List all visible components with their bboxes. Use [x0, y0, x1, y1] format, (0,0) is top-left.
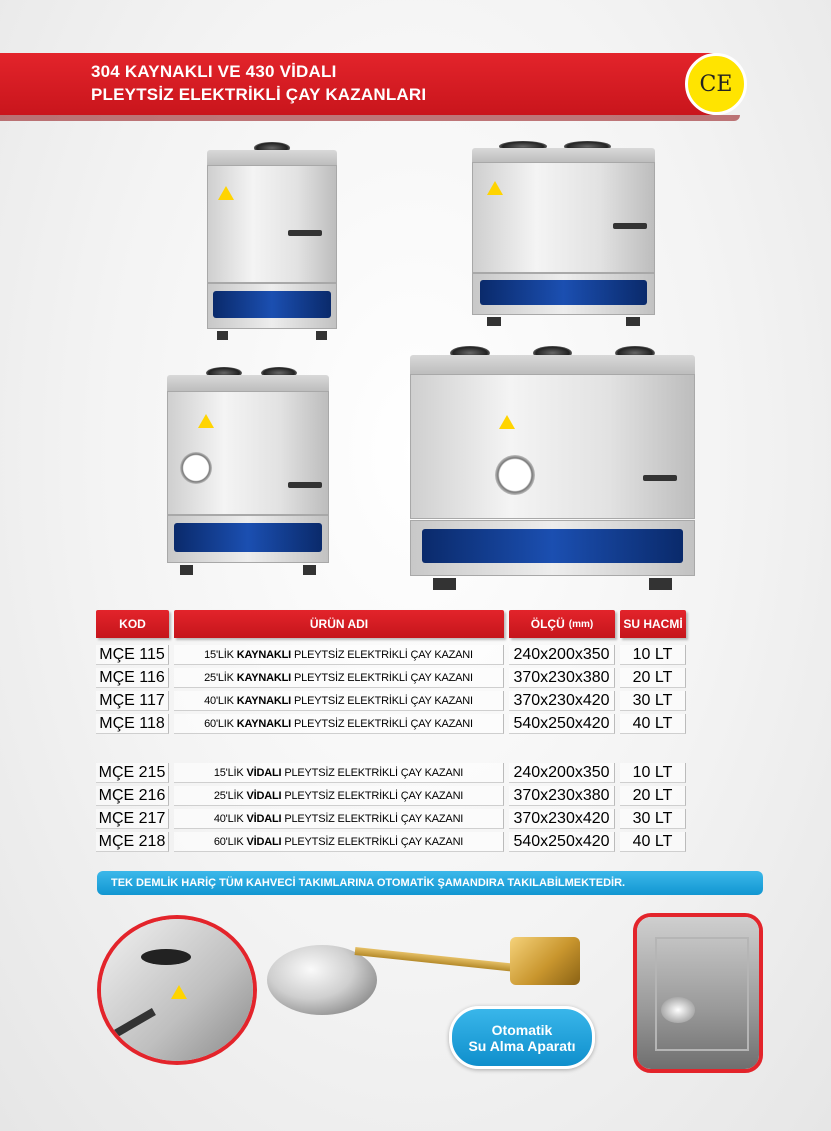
cell-urun-adi [174, 763, 504, 783]
product-image-60lt [410, 355, 695, 590]
product-name-suffix: PLEYTSİZ ELEKTRİKLİ ÇAY KAZANI [284, 789, 464, 802]
product-type: KAYNAKLI [236, 694, 292, 707]
tap-icon [613, 223, 647, 229]
cell-olcu: 370x230x420 [509, 809, 615, 829]
product-type: VİDALI [246, 789, 282, 802]
cell-olcu: 370x230x420 [509, 691, 615, 711]
product-type: KAYNAKLI [236, 671, 292, 684]
cell-urun-adi [174, 714, 504, 734]
product-name-suffix: PLEYTSİZ ELEKTRİKLİ ÇAY KAZANI [284, 766, 464, 779]
olcu-label: ÖLÇÜ [530, 617, 565, 631]
olcu-unit: (mm) [568, 618, 594, 630]
detail-photo-tap [97, 915, 257, 1065]
ce-mark-badge: CE [685, 53, 747, 115]
float-label-badge [449, 1006, 595, 1069]
cell-urun-adi [174, 691, 504, 711]
table-header-su-hacmi: SU HACMİ [620, 610, 686, 638]
thermometer-gauge-icon [495, 455, 535, 495]
cell-su-hacmi: 20 LT [620, 786, 686, 806]
warning-icon [218, 186, 234, 200]
product-name-suffix: PLEYTSİZ ELEKTRİKLİ ÇAY KAZANI [294, 671, 473, 684]
product-size-prefix: 40'LIK [213, 812, 244, 825]
cell-olcu: 540x250x420 [509, 832, 615, 852]
product-type: VİDALI [246, 835, 282, 848]
cell-urun-adi [174, 668, 504, 688]
product-size-prefix: 15'LİK [213, 766, 244, 779]
product-name-suffix: PLEYTSİZ ELEKTRİKLİ ÇAY KAZANI [284, 835, 464, 848]
cell-su-hacmi: 30 LT [620, 691, 686, 711]
cell-olcu: 370x230x380 [509, 668, 615, 688]
product-size-prefix: 60'LIK [213, 835, 244, 848]
cell-kod: MÇE 215 [96, 763, 169, 783]
cell-urun-adi [174, 832, 504, 852]
warning-icon [198, 414, 214, 428]
cell-olcu: 370x230x380 [509, 786, 615, 806]
product-size-prefix: 60'LIK [204, 717, 234, 730]
product-image-40lt [167, 375, 329, 575]
cell-su-hacmi: 40 LT [620, 832, 686, 852]
cell-su-hacmi: 10 LT [620, 645, 686, 665]
cell-kod: MÇE 216 [96, 786, 169, 806]
product-name-suffix: PLEYTSİZ ELEKTRİKLİ ÇAY KAZANI [284, 812, 464, 825]
cell-urun-adi [174, 809, 504, 829]
brass-valve-icon [510, 937, 580, 985]
cell-olcu: 540x250x420 [509, 714, 615, 734]
float-label-line2: Su Alma Aparatı [468, 1037, 576, 1054]
warning-icon [171, 985, 187, 999]
cell-urun-adi [174, 786, 504, 806]
page-title-line1: 304 KAYNAKLI VE 430 VİDALI [91, 62, 337, 81]
product-type: KAYNAKLI [236, 648, 292, 661]
cell-su-hacmi: 10 LT [620, 763, 686, 783]
tap-icon [288, 482, 322, 488]
cell-kod: MÇE 118 [96, 714, 169, 734]
table-header-kod: KOD [96, 610, 169, 638]
product-size-prefix: 25'LİK [213, 789, 244, 802]
table-header-urun-adi: ÜRÜN ADI [174, 610, 504, 638]
float-label-line1: Otomatik [491, 1021, 553, 1038]
cell-su-hacmi: 30 LT [620, 809, 686, 829]
warning-icon [487, 181, 503, 195]
product-image-25lt [472, 148, 655, 326]
detail-photo-interior [633, 913, 763, 1073]
header-banner [0, 53, 740, 115]
cell-su-hacmi: 40 LT [620, 714, 686, 734]
warning-icon [499, 415, 515, 429]
cell-kod: MÇE 115 [96, 645, 169, 665]
cell-olcu: 240x200x350 [509, 645, 615, 665]
thermometer-gauge-icon [180, 452, 212, 484]
product-image-15lt [207, 150, 337, 340]
table-header-olcu [509, 610, 615, 638]
product-name-suffix: PLEYTSİZ ELEKTRİKLİ ÇAY KAZANI [294, 717, 473, 730]
cell-su-hacmi: 20 LT [620, 668, 686, 688]
cell-kod: MÇE 117 [96, 691, 169, 711]
cell-kod: MÇE 116 [96, 668, 169, 688]
product-name-suffix: PLEYTSİZ ELEKTRİKLİ ÇAY KAZANI [294, 648, 473, 661]
cell-olcu: 240x200x350 [509, 763, 615, 783]
page-title-line2: PLEYTSİZ ELEKTRİKLİ ÇAY KAZANLARI [91, 85, 427, 104]
cell-kod: MÇE 218 [96, 832, 169, 852]
product-type: KAYNAKLI [236, 717, 292, 730]
product-size-prefix: 25'LİK [204, 671, 234, 684]
product-size-prefix: 40'LIK [204, 694, 234, 707]
product-name-suffix: PLEYTSİZ ELEKTRİKLİ ÇAY KAZANI [294, 694, 473, 707]
cell-urun-adi [174, 645, 504, 665]
product-type: VİDALI [246, 766, 282, 779]
info-bar: TEK DEMLİK HARİÇ TÜM KAHVECİ TAKIMLARINA OTOMATİK ŞAMANDIRA TAKILABİLMEKTEDİR. [97, 871, 763, 895]
tap-icon [288, 230, 322, 236]
tap-icon [643, 475, 677, 481]
product-type: VİDALI [246, 812, 282, 825]
cell-kod: MÇE 217 [96, 809, 169, 829]
product-size-prefix: 15'LİK [204, 648, 234, 661]
